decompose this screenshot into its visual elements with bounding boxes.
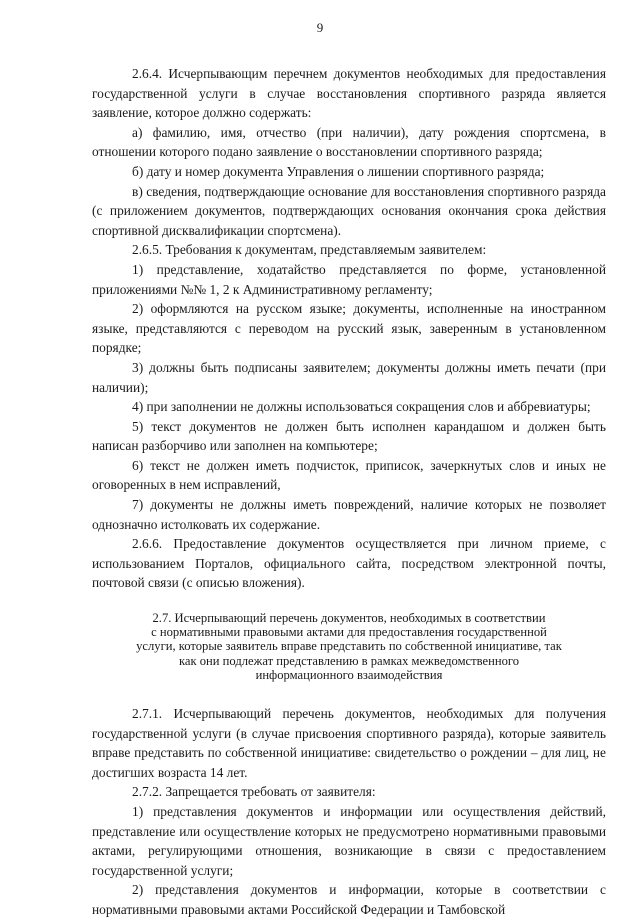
paragraph: 1) представления документов и информации или осуществления действий, представление или осуществление которых не предусмотрено нормативными правовыми актами, регулирующими отношения, возникающие в связи с предоставлением государственной услуги; bbox=[92, 804, 606, 878]
paragraph: 3) должны быть подписаны заявителем; документы должны иметь печати (при наличии); bbox=[92, 359, 606, 395]
paragraph: 2.7.1. Исчерпывающий перечень документов, необходимых для получения государственной услуги (в случае присвоения спортивного разряда), которые заявитель вправе представить по собственной инициативе: свидетельство о рождении – для лиц, не достигших возраста 14 лет. bbox=[92, 706, 606, 780]
heading-line: как они подлежат представлению в рамках межведомственного bbox=[178, 653, 520, 668]
paragraph: 2.6.4. Исчерпывающим перечнем документов необходимых для предоставления государственной услуги в случае восстановления спортивного разряда является заявление, которое должно содержать: bbox=[92, 66, 606, 121]
paragraph: 7) документы не должны иметь повреждений, наличие которых не позволяет однозначно истолковать их содержание. bbox=[92, 497, 606, 532]
paragraphs-top bbox=[92, 64, 606, 593]
heading-line: 2.7. Исчерпывающий перечень документов, необходимых в соответствии bbox=[152, 611, 546, 626]
paragraphs-bottom bbox=[92, 704, 606, 920]
paragraph: 4) при заполнении не должны использоваться сокращения слов и аббревиатуры; bbox=[132, 399, 591, 415]
paragraph: 2.7.2. Запрещается требовать от заявителя: bbox=[132, 784, 376, 800]
paragraph: 2) оформляются на русском языке; документы, исполненные на иностранном языке, представляются с переводом на русский язык, заверенным в установленном порядке; bbox=[92, 301, 606, 356]
document-body bbox=[92, 64, 606, 920]
paragraph: в) сведения, подтверждающие основание для восстановления спортивного разряда (с приложением документов, подтверждающих основания окончания срока действия спортивной дисквалификации спортсмена). bbox=[92, 183, 606, 238]
paragraph: 1) представление, ходатайство представляется по форме, установленной приложениями №№ 1, 2 к Административному регламенту; bbox=[92, 261, 606, 297]
heading-line: с нормативными правовыми актами для предоставления государственной bbox=[151, 625, 547, 640]
paragraph: 2.6.6. Предоставление документов осуществляется при личном приеме, с использованием Порталов, официального сайта, посредством электронной почты, почтовой связи (с описью вложения). bbox=[92, 536, 606, 591]
heading-line: услуги, которые заявитель вправе представить по собственной инициативе, так bbox=[136, 639, 562, 654]
section-heading-2-7 bbox=[100, 611, 598, 682]
heading-line: информационного взаимодействия bbox=[255, 667, 443, 682]
paragraph: 6) текст не должен иметь подчисток, приписок, зачеркнутых слов и иных не оговоренных в нем исправлений, bbox=[92, 457, 606, 493]
paragraph: 2.6.5. Требования к документам, представляемым заявителем: bbox=[132, 242, 487, 258]
page-number: 9 bbox=[316, 20, 324, 35]
paragraph: 5) текст документов не должен быть исполнен карандашом и должен быть написан разборчиво или заполнен на компьютере; bbox=[92, 418, 606, 454]
paragraph: б) дату и номер документа Управления о лишении спортивного разряда; bbox=[132, 163, 545, 179]
paragraph: 2) представления документов и информации, которые в соответствии с нормативными правовыми актами Российской Федерации и Тамбовской bbox=[92, 882, 606, 917]
paragraph: а) фамилию, имя, отчество (при наличии), дату рождения спортсмена, в отношении которого подано заявление о восстановлении спортивного разряда; bbox=[92, 124, 606, 160]
